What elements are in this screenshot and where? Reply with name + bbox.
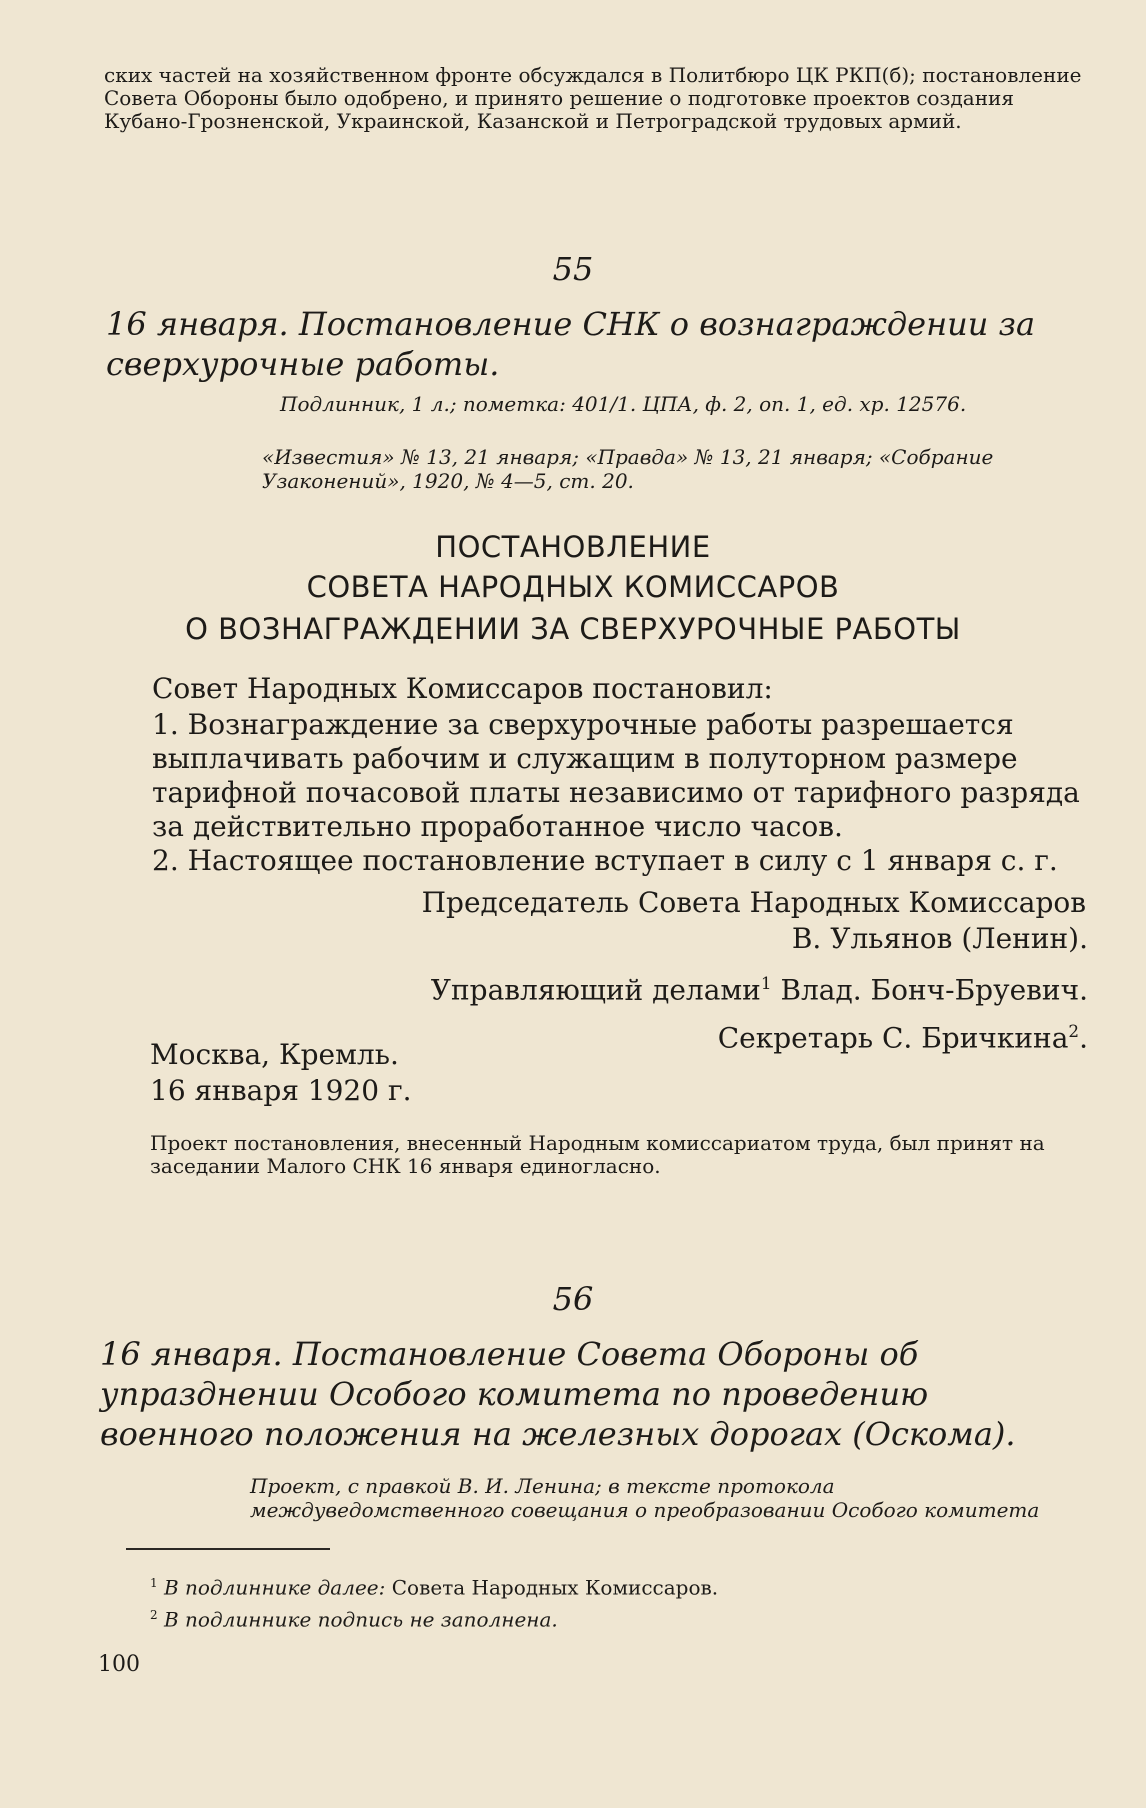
source-publications-55: «Известия» № 13, 21 января; «Правда» № 13, 21 января; «Собрание Узаконений», 1920, № 4—5, ст. 20. [262,445,994,493]
footnote-ref-2[interactable]: 2 [1068,1021,1080,1041]
decree-preamble: Совет Народных Комиссаров постановил: [152,672,773,705]
decree-title-line-2: СОВЕТА НАРОДНЫХ КОМИССАРОВ [306,570,840,604]
document-heading-56: 16 января. Постановление Совета Обороны об упразднении Особого комитета по проведению военного положения на железных дорогах (Оскома). [100,1335,1016,1453]
document-number-56: 56 [552,1280,594,1318]
signature-chair-title: Председатель Совета Народных Комиссаров [421,886,1086,919]
footnote-2-text: В подлиннике подпись не заполнена. [164,1607,558,1632]
footnote-1-label: В подлиннике далее: [164,1575,386,1600]
document-heading-55: 16 января. Постановление СНК о вознаграждении за сверхурочные работы. [106,305,1036,383]
footnote-1-text: Совета Народных Комиссаров. [391,1575,719,1600]
footnote-divider [126,1548,330,1550]
continuation-paragraph: ских частей на хозяйственном фронте обсуждался в Политбюро ЦК РКП(б); постановление Совета Обороны было одобрено, и принято решение о подготовке проектов создания Кубано-Грозненской, Украинской, Казанской и Петроградской трудовых армий. [104,63,1082,133]
footnote-2-mark: 2 [150,1608,158,1622]
decree-title-line-3: О ВОЗНАГРАЖДЕНИИ ЗА СВЕРХУРОЧНЫЕ РАБОТЫ [185,612,961,646]
signature-manager [431,966,1088,1007]
source-archive-55: Подлинник, 1 л.; пометка: 401/1. ЦПА, ф. 2, оп. 1, ед. хр. 12576. [280,392,967,416]
footnote-1 [150,1572,718,1600]
decree-item-2: 2. Настоящее постановление вступает в силу с 1 января с. г. [152,844,1058,877]
editorial-note-55: Проект постановления, внесенный Народным комиссариатом труда, был принят на заседании Малого СНК 16 января единогласно. [150,1131,1045,1178]
signature-manager-title: Управляющий делами [430,973,761,1007]
footnote-ref-1[interactable]: 1 [760,973,772,993]
source-archive-56: Проект, с правкой В. И. Ленина; в тексте протокола междуведомственного совещания о преобразовании Особого комитета [250,1474,1040,1522]
signature-secretary: Секретарь С. Бричкина$^2$. [717,1021,1088,1055]
signature-manager-name: Влад. Бонч-Бруевич. [780,973,1088,1007]
decree-place: Москва, Кремль. [150,1038,399,1071]
footnote-2 [150,1604,558,1632]
footnote-1-mark: 1 [150,1576,158,1590]
signature-secretary-text: Секретарь С. Бричкина [717,1021,1069,1055]
decree-item-1: 1. Вознаграждение за сверхурочные работы разрешается выплачивать рабочим и служащим в полуторном размере тарифной почасовой платы независимо от тарифного разряда за действительно проработанное число часов. [152,708,1080,843]
signature-chair-name: В. Ульянов (Ленин). [791,922,1088,955]
page-number: 100 [98,1652,140,1677]
document-number-55: 55 [552,250,594,288]
decree-date: 16 января 1920 г. [150,1074,412,1107]
decree-title-line-1: ПОСТАНОВЛЕНИЕ [435,530,711,564]
